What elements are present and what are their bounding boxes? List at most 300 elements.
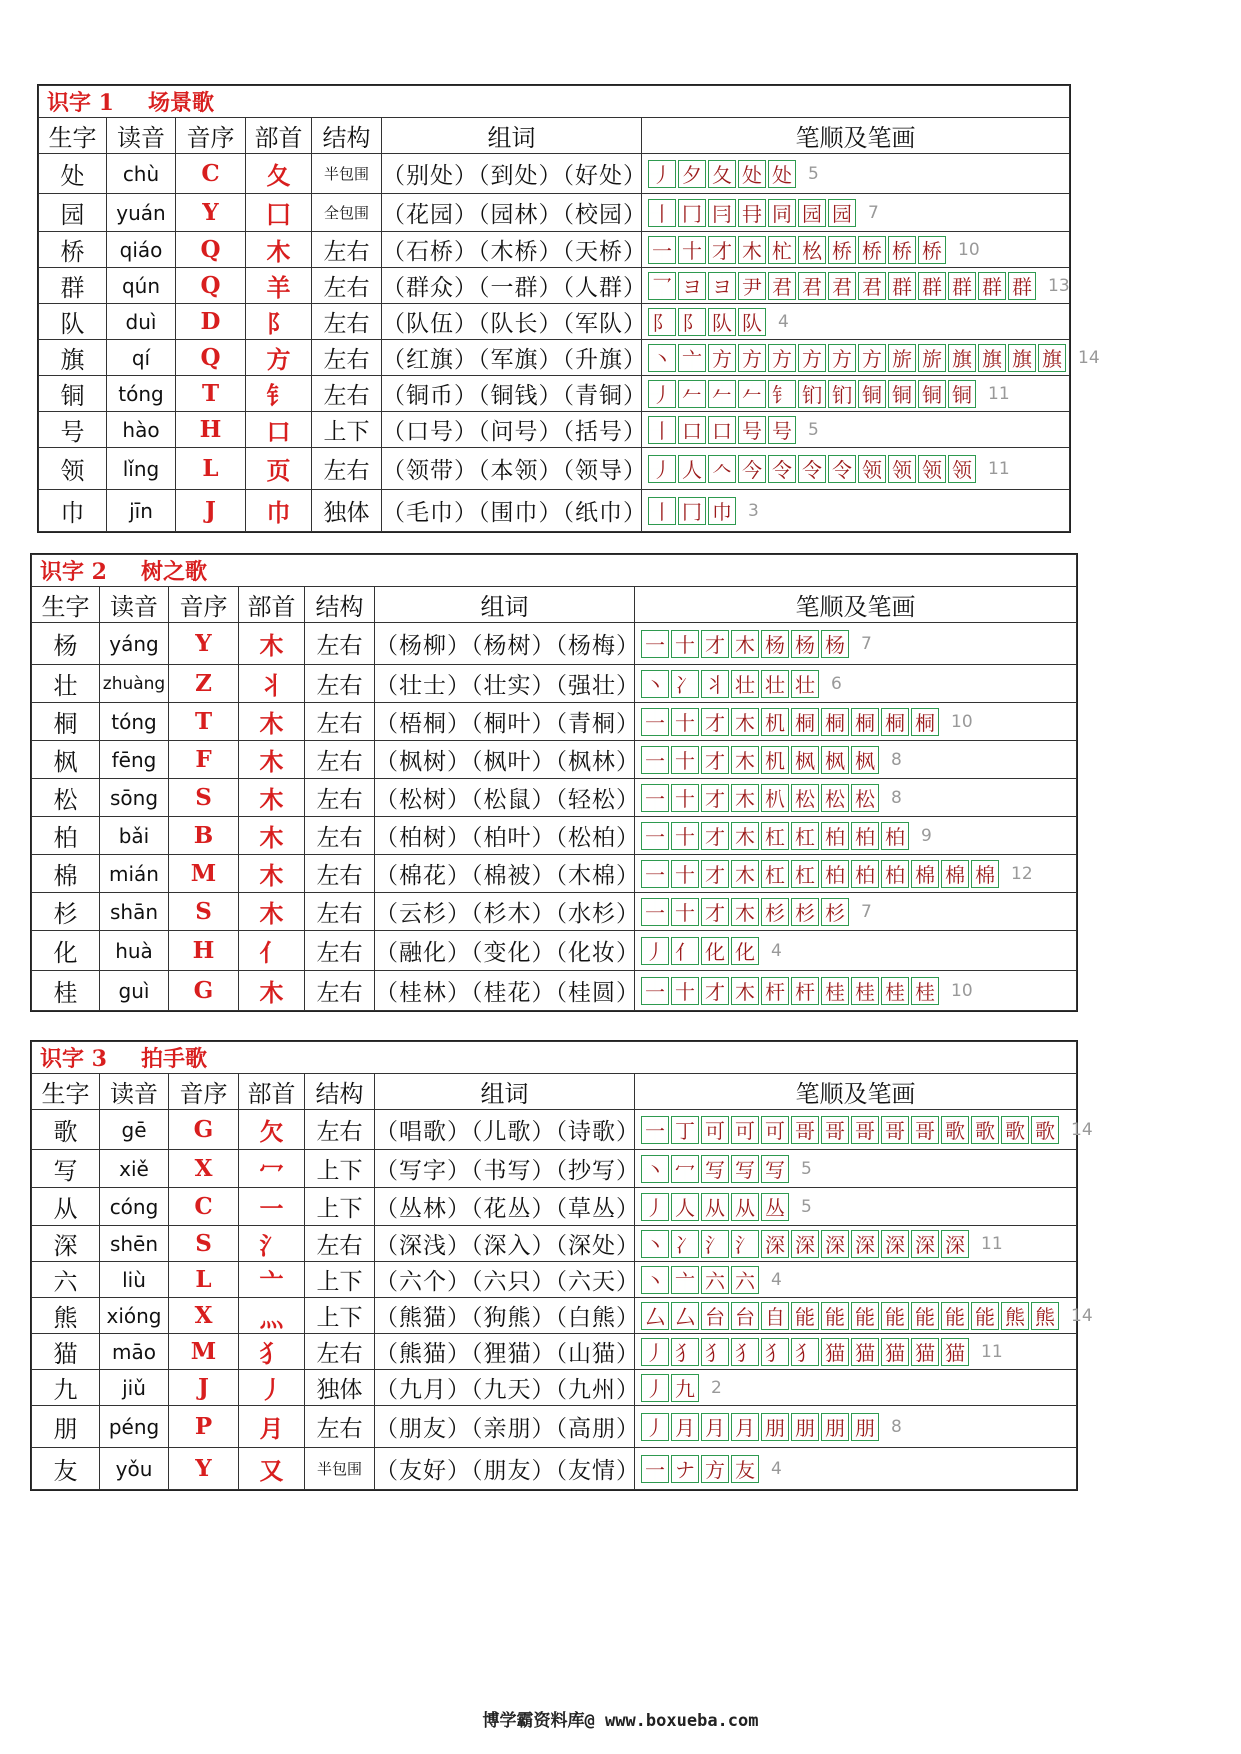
stroke-step-box: 月 <box>671 1413 699 1441</box>
stroke-step-box: 木 <box>731 784 759 812</box>
table-row <box>32 1298 1077 1334</box>
radical-cell: 木 <box>239 855 305 893</box>
stroke-step-box: 棉 <box>911 860 939 888</box>
stroke-order-cell <box>642 154 1070 194</box>
structure-cell: 左右 <box>305 1406 375 1448</box>
stroke-step-box: 丨 <box>648 199 676 227</box>
table-row <box>32 931 1077 971</box>
column-header: 部首 <box>246 118 312 154</box>
stroke-step-box: 亻 <box>671 937 699 965</box>
stroke-order-cell <box>642 376 1070 412</box>
stroke-order-cell <box>635 1448 1077 1490</box>
stroke-step-box: 杨 <box>821 630 849 658</box>
stroke-step-box: 能 <box>821 1302 849 1330</box>
stroke-step-box: 方 <box>768 344 796 372</box>
initial-cell: L <box>176 448 246 490</box>
radical-cell: 木 <box>246 232 312 268</box>
radical-cell: 丿 <box>239 1370 305 1406</box>
character-cell: 旗 <box>39 340 107 376</box>
pinyin-cell: shēn <box>100 1226 169 1262</box>
words-cell: （石桥）（木桥）（天桥） <box>382 232 642 268</box>
stroke-step-box: 犭 <box>731 1338 759 1366</box>
stroke-step-box: 一 <box>641 630 669 658</box>
stroke-step-box: 乛 <box>648 272 676 300</box>
words-cell: （领带）（本领）（领导） <box>382 448 642 490</box>
initial-cell: X <box>169 1298 239 1334</box>
character-cell: 铜 <box>39 376 107 412</box>
stroke-step-box: 丿 <box>648 455 676 483</box>
stroke-step-box: 园 <box>828 199 856 227</box>
pinyin-cell: qí <box>107 340 176 376</box>
character-cell: 杉 <box>32 893 100 931</box>
pinyin-cell: xiě <box>100 1150 169 1188</box>
words-cell: （朋友）（亲朋）（高朋） <box>375 1406 635 1448</box>
radical-cell: 阝 <box>246 304 312 340</box>
stroke-order-cell <box>635 1110 1093 1150</box>
column-header: 读音 <box>100 1074 169 1110</box>
stroke-step-box: 枫 <box>821 746 849 774</box>
initial-cell: F <box>169 741 239 779</box>
stroke-step-box: 一 <box>641 1455 669 1483</box>
initial-cell: L <box>169 1262 239 1298</box>
stroke-count: 5 <box>801 1158 812 1179</box>
stroke-step-box: 桥 <box>888 236 916 264</box>
stroke-step-box: 群 <box>888 272 916 300</box>
table-row <box>32 1448 1077 1490</box>
stroke-step-box: 才 <box>701 977 729 1005</box>
words-cell: （枫树）（枫叶）（枫林） <box>375 741 635 779</box>
column-header: 组词 <box>382 118 642 154</box>
initial-cell: H <box>169 931 239 971</box>
stroke-step-box: 杆 <box>791 977 819 1005</box>
stroke-step-box: 一 <box>641 784 669 812</box>
stroke-step-box: 𠂉 <box>678 380 706 408</box>
structure-cell: 上下 <box>305 1188 375 1226</box>
stroke-step-box: 一 <box>641 860 669 888</box>
stroke-step-box: 桂 <box>881 977 909 1005</box>
stroke-step-box: 旗 <box>978 344 1006 372</box>
stroke-step-box: 才 <box>701 898 729 926</box>
pinyin-cell: yuán <box>107 194 176 232</box>
stroke-order-cell <box>635 779 1077 817</box>
stroke-step-box: 朋 <box>821 1413 849 1441</box>
stroke-order-cell <box>642 232 1070 268</box>
stroke-count: 11 <box>981 1341 1003 1362</box>
character-cell: 友 <box>32 1448 100 1490</box>
table-row <box>32 855 1077 893</box>
structure-cell: 左右 <box>305 817 375 855</box>
words-cell: （唱歌）（儿歌）（诗歌） <box>375 1110 635 1150</box>
stroke-order-cell <box>642 340 1100 376</box>
radical-cell: 欠 <box>239 1110 305 1150</box>
stroke-step-box: 十 <box>671 630 699 658</box>
lesson-number: 识字 1 <box>47 90 114 116</box>
structure-cell: 左右 <box>312 268 382 304</box>
table-row <box>32 703 1077 741</box>
initial-cell: H <box>176 412 246 448</box>
radical-cell: 一 <box>239 1188 305 1226</box>
initial-cell: T <box>169 703 239 741</box>
stroke-step-box: 丶 <box>641 1155 669 1183</box>
character-cell: 巾 <box>39 490 107 532</box>
stroke-step-box: 壮 <box>791 670 819 698</box>
table-row <box>39 268 1070 304</box>
radical-cell: 钅 <box>246 376 312 412</box>
stroke-step-box: 才 <box>701 708 729 736</box>
radical-cell: 夂 <box>246 154 312 194</box>
stroke-step-box: 亠 <box>671 1266 699 1294</box>
stroke-count: 5 <box>808 419 819 440</box>
structure-cell: 左右 <box>305 1226 375 1262</box>
stroke-step-box: 能 <box>881 1302 909 1330</box>
stroke-order-cell <box>635 1370 1077 1406</box>
structure-cell: 半包围 <box>305 1448 375 1490</box>
stroke-count: 10 <box>951 711 973 732</box>
stroke-order-cell <box>635 1262 1077 1298</box>
stroke-step-box: 犭 <box>701 1338 729 1366</box>
stroke-step-box: 深 <box>941 1230 969 1258</box>
stroke-step-box: 写 <box>701 1155 729 1183</box>
words-cell: （杨柳）（杨树）（杨梅） <box>375 623 635 665</box>
stroke-step-box: 深 <box>851 1230 879 1258</box>
structure-cell: 上下 <box>305 1298 375 1334</box>
column-header: 结构 <box>305 587 375 623</box>
stroke-step-box: 冂 <box>678 497 706 525</box>
stroke-order-cell <box>635 623 1077 665</box>
initial-cell: C <box>169 1188 239 1226</box>
stroke-count: 12 <box>1011 863 1033 884</box>
pinyin-cell: lǐng <box>107 448 176 490</box>
radical-cell: 羊 <box>246 268 312 304</box>
column-header: 笔顺及笔画 <box>635 587 1077 623</box>
character-cell: 处 <box>39 154 107 194</box>
structure-cell: 左右 <box>312 376 382 412</box>
lesson-name: 树之歌 <box>140 559 207 585</box>
character-cell: 杨 <box>32 623 100 665</box>
table-row <box>39 448 1070 490</box>
table-row <box>32 1188 1077 1226</box>
stroke-step-box: 柏 <box>821 822 849 850</box>
stroke-step-box: 十 <box>671 977 699 1005</box>
stroke-step-box: 杆 <box>761 977 789 1005</box>
stroke-step-box: 冄 <box>738 199 766 227</box>
stroke-step-box: 巾 <box>708 497 736 525</box>
initial-cell: T <box>176 376 246 412</box>
stroke-step-box: 夂 <box>708 160 736 188</box>
pinyin-cell: péng <box>100 1406 169 1448</box>
table-row <box>32 1370 1077 1406</box>
character-cell: 九 <box>32 1370 100 1406</box>
stroke-step-box: 机 <box>761 746 789 774</box>
stroke-step-box: 能 <box>941 1302 969 1330</box>
stroke-step-box: 松 <box>821 784 849 812</box>
structure-cell: 半包围 <box>312 154 382 194</box>
stroke-step-box: 一 <box>648 236 676 264</box>
stroke-step-box: 桥 <box>858 236 886 264</box>
stroke-step-box: 杠 <box>761 822 789 850</box>
stroke-count: 14 <box>1071 1119 1093 1140</box>
words-cell: （六个）（六只）（六天） <box>375 1262 635 1298</box>
stroke-step-box: 方 <box>701 1455 729 1483</box>
stroke-step-box: 十 <box>671 822 699 850</box>
stroke-step-box: 写 <box>761 1155 789 1183</box>
stroke-step-box: 犭 <box>761 1338 789 1366</box>
stroke-step-box: 号 <box>768 416 796 444</box>
table-row <box>39 490 1070 532</box>
stroke-step-box: 从 <box>731 1193 759 1221</box>
character-cell: 深 <box>32 1226 100 1262</box>
stroke-count: 14 <box>1071 1305 1093 1326</box>
stroke-step-box: 𠆢 <box>708 455 736 483</box>
pinyin-cell: hào <box>107 412 176 448</box>
stroke-step-box: 机 <box>761 708 789 736</box>
initial-cell: Q <box>176 340 246 376</box>
stroke-step-box: 冫 <box>671 670 699 698</box>
initial-cell: Y <box>176 194 246 232</box>
table-row <box>39 304 1070 340</box>
column-header: 音序 <box>169 1074 239 1110</box>
stroke-step-box: 能 <box>911 1302 939 1330</box>
stroke-step-box: 领 <box>888 455 916 483</box>
stroke-step-box: 厶 <box>671 1302 699 1330</box>
table-row <box>32 817 1077 855</box>
words-cell: （桂林）（桂花）（桂圆） <box>375 971 635 1011</box>
stroke-order-cell <box>635 665 1077 703</box>
character-cell: 熊 <box>32 1298 100 1334</box>
stroke-order-cell <box>642 268 1070 304</box>
stroke-step-box: 犭 <box>791 1338 819 1366</box>
stroke-step-box: 方 <box>858 344 886 372</box>
initial-cell: D <box>176 304 246 340</box>
radical-cell: 木 <box>239 741 305 779</box>
stroke-step-box: 十 <box>671 860 699 888</box>
stroke-step-box: 人 <box>671 1193 699 1221</box>
words-cell: （松树）（松鼠）（轻松） <box>375 779 635 817</box>
stroke-step-box: 方 <box>828 344 856 372</box>
stroke-step-box: 哥 <box>881 1116 909 1144</box>
words-cell: （棉花）（棉被）（木棉） <box>375 855 635 893</box>
stroke-step-box: 一 <box>641 708 669 736</box>
stroke-count: 9 <box>921 825 932 846</box>
pinyin-cell: gē <box>100 1110 169 1150</box>
column-header: 部首 <box>239 1074 305 1110</box>
stroke-order-cell <box>635 1188 1077 1226</box>
words-cell: （口号）（问号）（括号） <box>382 412 642 448</box>
lesson-title <box>32 1042 1077 1074</box>
stroke-count: 5 <box>808 163 819 184</box>
column-header: 读音 <box>107 118 176 154</box>
stroke-step-box: 尹 <box>738 272 766 300</box>
words-cell: （别处）（到处）（好处） <box>382 154 642 194</box>
stroke-count: 8 <box>891 1416 902 1437</box>
stroke-step-box: 人 <box>678 455 706 483</box>
character-cell: 号 <box>39 412 107 448</box>
pinyin-cell: chù <box>107 154 176 194</box>
stroke-step-box: 杉 <box>761 898 789 926</box>
stroke-step-box: 猫 <box>911 1338 939 1366</box>
column-header: 组词 <box>375 587 635 623</box>
initial-cell: Y <box>169 623 239 665</box>
pinyin-cell: duì <box>107 304 176 340</box>
stroke-order-cell <box>635 1406 1077 1448</box>
stroke-step-box: 猫 <box>851 1338 879 1366</box>
stroke-step-box: 杉 <box>821 898 849 926</box>
stroke-step-box: 才 <box>708 236 736 264</box>
stroke-step-box: 口 <box>708 416 736 444</box>
words-cell: （融化）（变化）（化妆） <box>375 931 635 971</box>
stroke-step-box: 柏 <box>881 860 909 888</box>
column-header: 部首 <box>239 587 305 623</box>
pinyin-cell: yáng <box>100 623 169 665</box>
character-cell: 枫 <box>32 741 100 779</box>
stroke-count: 7 <box>868 202 879 223</box>
stroke-step-box: 柏 <box>881 822 909 850</box>
stroke-step-box: 冃 <box>708 199 736 227</box>
stroke-order-cell <box>635 817 1077 855</box>
stroke-step-box: 桂 <box>851 977 879 1005</box>
stroke-step-box: 冂 <box>678 199 706 227</box>
initial-cell: G <box>169 971 239 1011</box>
column-header: 生字 <box>32 587 100 623</box>
stroke-step-box: 君 <box>858 272 886 300</box>
table-row <box>32 1226 1077 1262</box>
initial-cell: J <box>176 490 246 532</box>
stroke-count: 6 <box>831 673 842 694</box>
words-cell: （柏树）（柏叶）（松柏） <box>375 817 635 855</box>
character-cell: 化 <box>32 931 100 971</box>
stroke-order-cell <box>635 931 1077 971</box>
pinyin-cell: yǒu <box>100 1448 169 1490</box>
structure-cell: 上下 <box>305 1262 375 1298</box>
stroke-step-box: 杠 <box>791 822 819 850</box>
structure-cell: 左右 <box>305 931 375 971</box>
stroke-step-box: 铜 <box>948 380 976 408</box>
table-row <box>32 665 1077 703</box>
stroke-step-box: 桂 <box>821 977 849 1005</box>
column-header: 笔顺及笔画 <box>635 1074 1077 1110</box>
stroke-count: 7 <box>861 633 872 654</box>
stroke-step-box: 处 <box>768 160 796 188</box>
stroke-count: 11 <box>988 458 1010 479</box>
table-row <box>32 1262 1077 1298</box>
stroke-step-box: 桐 <box>791 708 819 736</box>
stroke-step-box: 夕 <box>678 160 706 188</box>
lesson-table-3 <box>30 1040 1093 1491</box>
stroke-step-box: 桥 <box>918 236 946 264</box>
character-cell: 松 <box>32 779 100 817</box>
words-cell: （队伍）（队长）（军队） <box>382 304 642 340</box>
table-row <box>39 232 1070 268</box>
stroke-order-cell <box>642 490 1070 532</box>
stroke-step-box: 群 <box>948 272 976 300</box>
stroke-step-box: 桐 <box>881 708 909 736</box>
stroke-step-box: 朋 <box>791 1413 819 1441</box>
stroke-step-box: 方 <box>738 344 766 372</box>
initial-cell: J <box>169 1370 239 1406</box>
lesson-name: 拍手歌 <box>140 1046 207 1072</box>
stroke-step-box: 哥 <box>911 1116 939 1144</box>
stroke-step-box: 木 <box>731 630 759 658</box>
character-cell: 六 <box>32 1262 100 1298</box>
stroke-step-box: 一 <box>641 977 669 1005</box>
character-cell: 写 <box>32 1150 100 1188</box>
table-row <box>39 194 1070 232</box>
stroke-step-box: 领 <box>948 455 976 483</box>
stroke-order-cell <box>642 412 1070 448</box>
radical-cell: 亻 <box>239 931 305 971</box>
header-row <box>39 118 1070 154</box>
initial-cell: G <box>169 1110 239 1150</box>
radical-cell: 木 <box>239 893 305 931</box>
stroke-step-box: 桐 <box>821 708 849 736</box>
stroke-count: 4 <box>771 1269 782 1290</box>
stroke-step-box: 氵 <box>701 1230 729 1258</box>
pinyin-cell: māo <box>100 1334 169 1370</box>
initial-cell: Q <box>176 268 246 304</box>
stroke-step-box: 亠 <box>678 344 706 372</box>
stroke-step-box: 木 <box>731 860 759 888</box>
stroke-step-box: 深 <box>881 1230 909 1258</box>
stroke-step-box: 杠 <box>791 860 819 888</box>
stroke-step-box: 十 <box>671 746 699 774</box>
stroke-step-box: 友 <box>731 1455 759 1483</box>
stroke-step-box: 柏 <box>851 822 879 850</box>
stroke-step-box: 处 <box>738 160 766 188</box>
table-row <box>39 412 1070 448</box>
radical-cell: 灬 <box>239 1298 305 1334</box>
structure-cell: 左右 <box>305 971 375 1011</box>
pinyin-cell: tóng <box>100 703 169 741</box>
character-cell: 歌 <box>32 1110 100 1150</box>
stroke-step-box: 才 <box>701 630 729 658</box>
stroke-step-box: 歌 <box>1031 1116 1059 1144</box>
character-cell: 桂 <box>32 971 100 1011</box>
pinyin-cell: xióng <box>100 1298 169 1334</box>
stroke-step-box: 木 <box>731 898 759 926</box>
stroke-step-box: 十 <box>671 784 699 812</box>
table-row <box>39 154 1070 194</box>
stroke-step-box: 群 <box>918 272 946 300</box>
stroke-step-box: 令 <box>828 455 856 483</box>
stroke-step-box: 从 <box>701 1193 729 1221</box>
stroke-step-box: 丬 <box>701 670 729 698</box>
radical-cell: 方 <box>246 340 312 376</box>
stroke-step-box: 木 <box>731 977 759 1005</box>
stroke-step-box: 杧 <box>768 236 796 264</box>
radical-cell: 丬 <box>239 665 305 703</box>
stroke-step-box: 十 <box>678 236 706 264</box>
stroke-step-box: 深 <box>761 1230 789 1258</box>
character-cell: 柏 <box>32 817 100 855</box>
stroke-step-box: 群 <box>1008 272 1036 300</box>
lesson-name: 场景歌 <box>147 90 214 116</box>
stroke-step-box: 哥 <box>791 1116 819 1144</box>
radical-cell: 犭 <box>239 1334 305 1370</box>
stroke-step-box: 杠 <box>761 860 789 888</box>
stroke-step-box: 朳 <box>761 784 789 812</box>
column-header: 生字 <box>39 118 107 154</box>
stroke-step-box: 口 <box>678 416 706 444</box>
initial-cell: M <box>169 1334 239 1370</box>
stroke-step-box: 领 <box>918 455 946 483</box>
stroke-step-box: 哥 <box>821 1116 849 1144</box>
stroke-count: 8 <box>891 749 902 770</box>
stroke-step-box: 领 <box>858 455 886 483</box>
initial-cell: Q <box>176 232 246 268</box>
stroke-order-cell <box>635 1150 1077 1188</box>
character-cell: 壮 <box>32 665 100 703</box>
stroke-step-box: 杨 <box>761 630 789 658</box>
